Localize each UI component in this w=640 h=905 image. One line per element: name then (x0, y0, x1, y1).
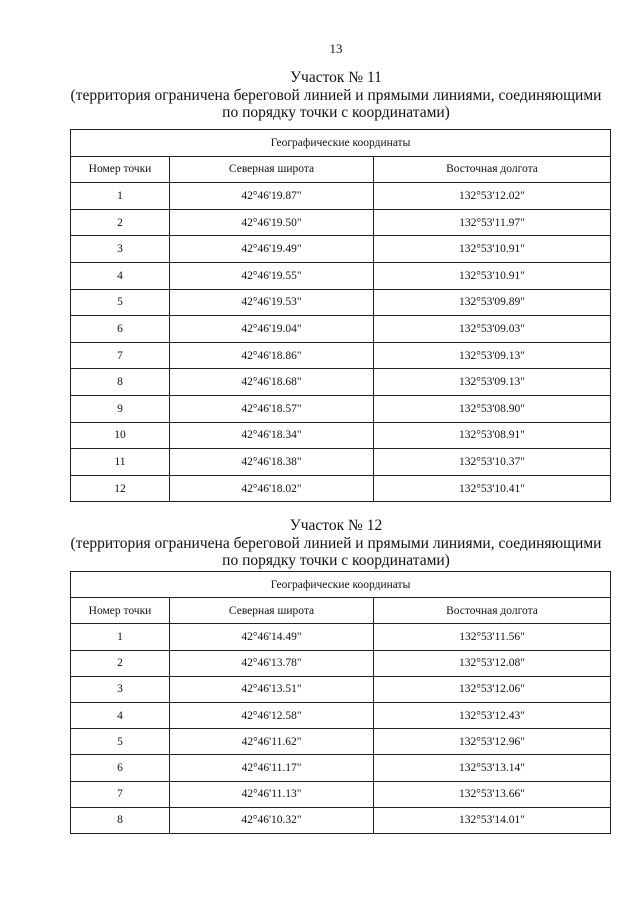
cell-latitude: 42°46'19.04" (170, 316, 374, 343)
cell-latitude: 42°46'13.78" (170, 650, 374, 676)
cell-point-number: 12 (71, 475, 170, 502)
table-row (71, 807, 611, 833)
cell-longitude: 132°53'10.41" (374, 475, 611, 502)
cell-latitude: 42°46'12.58" (170, 702, 374, 728)
cell-point-number: 10 (71, 422, 170, 449)
table-header-row (71, 156, 611, 183)
cell-latitude: 42°46'18.34" (170, 422, 374, 449)
cell-point-number: 8 (71, 807, 170, 833)
cell-latitude: 42°46'19.87" (170, 183, 374, 210)
cell-longitude: 132°53'13.66" (374, 781, 611, 807)
coordinates-table-12 (70, 571, 611, 834)
cell-point-number: 3 (71, 236, 170, 263)
section-heading-11 (60, 69, 612, 122)
table-row (71, 755, 611, 781)
table-row (71, 729, 611, 755)
cell-longitude: 132°53'12.43" (374, 702, 611, 728)
cell-longitude: 132°53'12.96" (374, 729, 611, 755)
cell-longitude: 132°53'11.97" (374, 209, 611, 236)
table-row (71, 449, 611, 476)
cell-point-number: 3 (71, 676, 170, 702)
cell-latitude: 42°46'18.02" (170, 475, 374, 502)
cell-point-number: 1 (71, 624, 170, 650)
table-row (71, 183, 611, 210)
cell-latitude: 42°46'19.50" (170, 209, 374, 236)
table-row (71, 781, 611, 807)
cell-point-number: 2 (71, 209, 170, 236)
cell-point-number: 7 (71, 781, 170, 807)
cell-latitude: 42°46'11.17" (170, 755, 374, 781)
cell-longitude: 132°53'10.91" (374, 236, 611, 263)
cell-point-number: 6 (71, 755, 170, 781)
cell-point-number: 4 (71, 702, 170, 728)
cell-latitude: 42°46'18.57" (170, 395, 374, 422)
table-row (71, 395, 611, 422)
table-row (71, 262, 611, 289)
cell-longitude: 132°53'10.37" (374, 449, 611, 476)
cell-point-number: 5 (71, 729, 170, 755)
section-subtitle-line: по порядку точки с координатами) (222, 104, 450, 121)
cell-latitude: 42°46'14.49" (170, 624, 374, 650)
table-row (71, 422, 611, 449)
cell-latitude: 42°46'11.62" (170, 729, 374, 755)
cell-longitude: 132°53'13.14" (374, 755, 611, 781)
table-row (71, 236, 611, 263)
cell-longitude: 132°53'12.06" (374, 676, 611, 702)
table-row (71, 702, 611, 728)
cell-latitude: 42°46'13.51" (170, 676, 374, 702)
table-row (71, 209, 611, 236)
table-row (71, 316, 611, 343)
cell-latitude: 42°46'18.86" (170, 342, 374, 369)
cell-point-number: 7 (71, 342, 170, 369)
cell-longitude: 132°53'11.56" (374, 624, 611, 650)
cell-point-number: 5 (71, 289, 170, 316)
cell-longitude: 132°53'08.91" (374, 422, 611, 449)
cell-longitude: 132°53'12.02" (374, 183, 611, 210)
cell-longitude: 132°53'09.13" (374, 369, 611, 396)
cell-point-number: 9 (71, 395, 170, 422)
column-header-point-number: Номер точки (71, 156, 170, 183)
table-row (71, 369, 611, 396)
table-row (71, 475, 611, 502)
table-row (71, 676, 611, 702)
section-title: Участок № 12 (289, 517, 383, 534)
section-heading-12 (60, 517, 612, 570)
table-row (71, 650, 611, 676)
table-row (71, 624, 611, 650)
cell-longitude: 132°53'10.91" (374, 262, 611, 289)
section-subtitle-line: (территория ограничена береговой линией и прямыми линиями, соединяющими (70, 534, 602, 552)
page-number: 13 (329, 41, 343, 56)
cell-longitude: 132°53'12.08" (374, 650, 611, 676)
cell-longitude: 132°53'14.01" (374, 807, 611, 833)
cell-point-number: 11 (71, 449, 170, 476)
column-header-point-number: Номер точки (71, 598, 170, 624)
table-group-header-row (71, 572, 611, 598)
cell-latitude: 42°46'18.68" (170, 369, 374, 396)
column-header-longitude: Восточная долгота (374, 156, 611, 183)
coordinates-table-11 (70, 129, 611, 502)
group-header-cell: Географические координаты (71, 572, 611, 598)
table-group-header-row (71, 130, 611, 157)
table-header-row (71, 598, 611, 624)
table-row (71, 342, 611, 369)
table-row (71, 289, 611, 316)
cell-longitude: 132°53'09.13" (374, 342, 611, 369)
cell-latitude: 42°46'19.49" (170, 236, 374, 263)
cell-point-number: 8 (71, 369, 170, 396)
section-title: Участок № 11 (290, 69, 382, 86)
column-header-longitude: Восточная долгота (374, 598, 611, 624)
cell-longitude: 132°53'09.89" (374, 289, 611, 316)
cell-point-number: 1 (71, 183, 170, 210)
cell-latitude: 42°46'19.53" (170, 289, 374, 316)
section-subtitle-line: по порядку точки с координатами) (222, 552, 450, 569)
cell-latitude: 42°46'19.55" (170, 262, 374, 289)
column-header-latitude: Северная широта (170, 598, 374, 624)
section-subtitle-line: (территория ограничена береговой линией и прямыми линиями, соединяющими (70, 86, 602, 104)
cell-point-number: 4 (71, 262, 170, 289)
cell-longitude: 132°53'08.90" (374, 395, 611, 422)
cell-longitude: 132°53'09.03" (374, 316, 611, 343)
cell-latitude: 42°46'18.38" (170, 449, 374, 476)
cell-latitude: 42°46'10.32" (170, 807, 374, 833)
group-header-cell: Географические координаты (71, 130, 611, 157)
cell-point-number: 6 (71, 316, 170, 343)
column-header-latitude: Северная широта (170, 156, 374, 183)
cell-point-number: 2 (71, 650, 170, 676)
cell-latitude: 42°46'11.13" (170, 781, 374, 807)
